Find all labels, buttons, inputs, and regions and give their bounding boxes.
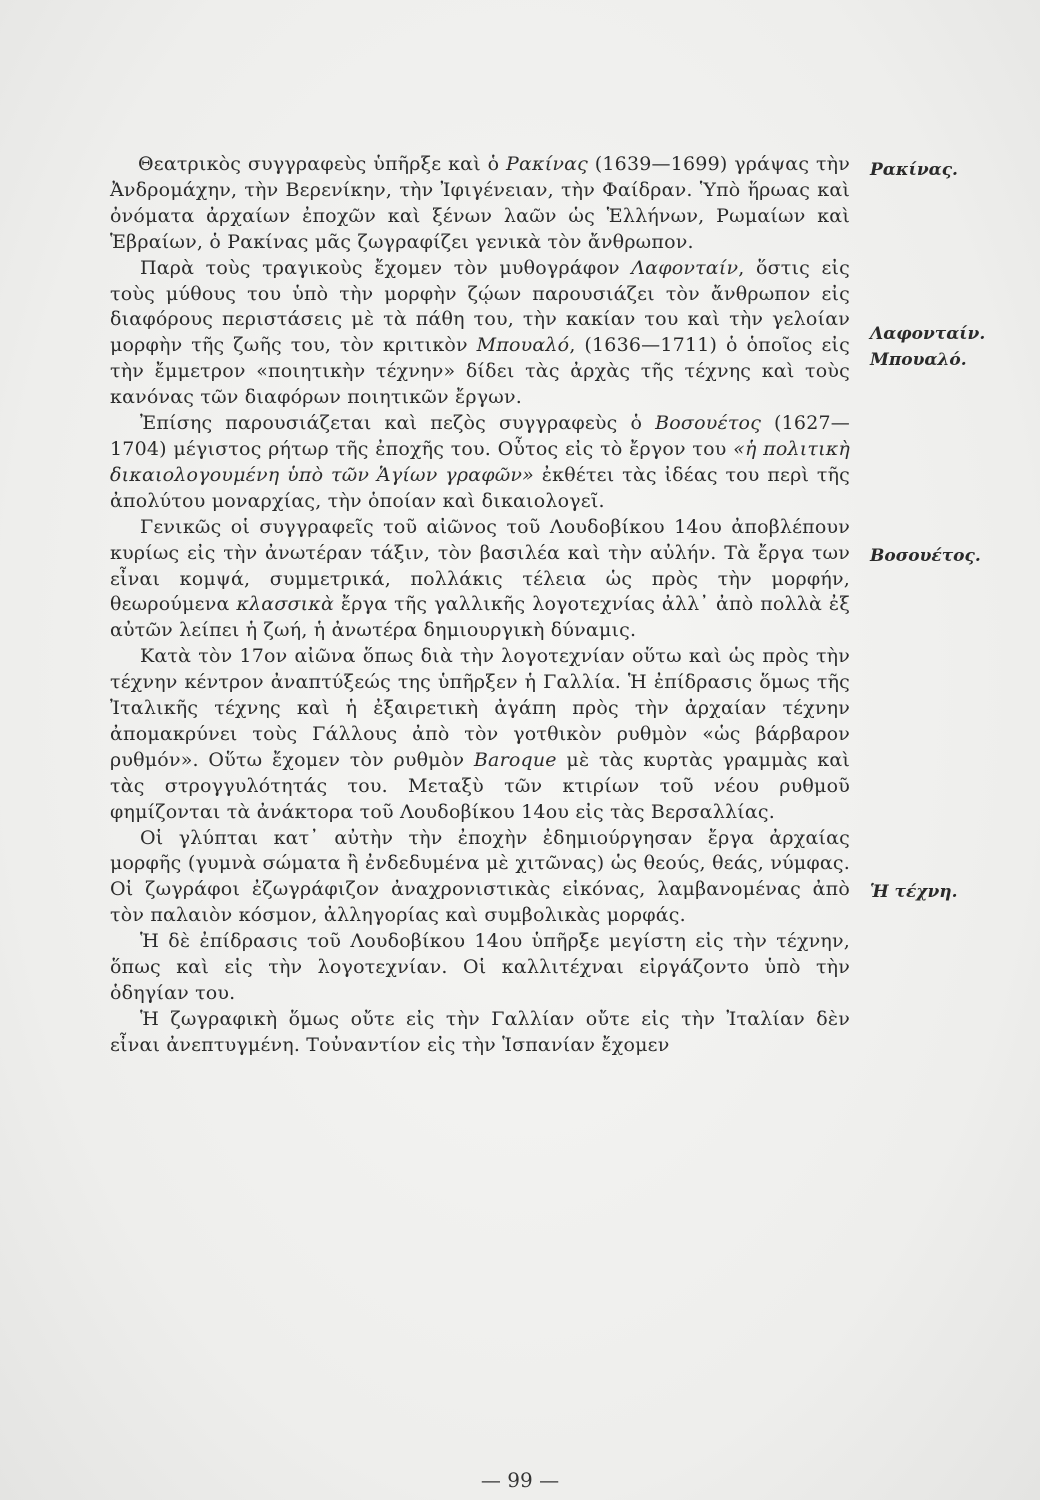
body-text (110, 152, 850, 1059)
text-run: Οἱ γλύπται κατ᾽ αὐτὴν τὴν ἐποχὴν ἐδημιούργησαν ἔργα ἀρχαίας μορφῆς (γυμνὰ σώματα ἢ ἐνδεδυμένα μὲ χιτῶνας) ὡς θεούς, θεάς, νύμφας. Οἱ ζωγράφοι ἐζωγράφιζον ἀναχρονιστικὰς εἰκόνας, λαμβανομένας ἀπὸ τὸν παλαιὸν κόσμον, ἀλληγορίας καὶ συμβολικὰς μορφάς. (110, 826, 850, 927)
text-run: Θεατρικὸς συγγραφεὺς ὑπῆρξε καὶ ὁ (138, 153, 507, 175)
text-run: Ἐπίσης παρουσιάζεται καὶ πεζὸς συγγραφεὺς ὁ (140, 412, 656, 435)
text-run: , ὅστις εἰς τοὺς μύθους του ὑπὸ τὴν μορφὴν ζῴων παρουσιάζει τὸν ἄνθρωπον εἰς διαφόρους περιστάσεις μὲ τὰ πάθη του, τὴν κακίαν του καὶ τὴν γελοίαν μορφὴν τῆς ζωῆς του, τὸν κριτικὸν (110, 256, 850, 357)
paragraph (110, 152, 850, 256)
text-run: ἐκθέτει τὰς ἰδέας του περὶ τῆς ἀπολύτου μοναρχίας, τὴν ὁποίαν καὶ δικαιολογεῖ. (110, 463, 850, 512)
italic-run: Λαφονταίν (631, 256, 739, 279)
paragraph (110, 826, 850, 930)
italic-run: Ρακίνας (506, 153, 588, 175)
paragraph (110, 929, 850, 1007)
paragraph (110, 515, 850, 645)
text-run: ἔργα τῆς γαλλικῆς λογοτεχνίας ἀλλ᾽ ἀπὸ πολλὰ ἐξ αὐτῶν λείπει ἡ ζωή, ἡ ἀνωτέρα δημιουργικὴ δύναμις. (110, 593, 850, 642)
text-run: Κατὰ τὸν 17ον αἰῶνα ὅπως διὰ τὴν λογοτεχνίαν οὕτω καὶ ὡς πρὸς τὴν τέχνην κέντρον ἀναπτύξεώς της ὑπῆρξεν ἡ Γαλλία. Ἡ ἐπίδρασις ὅμως τῆς Ἰταλικῆς τέχνης καὶ ἡ ἐξαιρετικὴ ἀγάπη πρὸς τὴν ἀρχαίαν τέχνην ἀπομακρύνει τοὺς Γάλλους ἀπὸ τὸν γοτθικὸν ρυθμὸν «ὡς βάρβαρον ρυθμόν». Οὕτω ἔχομεν τὸν ρυθμὸν (110, 645, 850, 771)
italic-run: κλασσικὰ (236, 593, 335, 616)
text-run: Γενικῶς οἱ συγγραφεῖς τοῦ αἰῶνος τοῦ Λουδοβίκου 14ου ἀποβλέπουν κυρίως εἰς τὴν ἀνωτέραν τάξιν, τὸν βασιλέα καὶ τὴν αὐλήν. Τὰ ἔργα των εἶναι κομψά, συμμετρικά, πολλάκις τέλεια ὡς πρὸς τὴν μορφήν, θεωρούμενα (110, 515, 850, 616)
text-run: (1639—1699) γράψας τὴν Ἀνδρομάχην, τὴν Βερενίκην, τὴν Ἰφιγένειαν, τὴν Φαίδραν. Ὑπὸ ἥρωας καὶ ὀνόματα ἀρχαίων ἐποχῶν καὶ ξένων λαῶν ὡς Ἑλλήνων, Ρωμαίων καὶ Ἑβραίων, ὁ Ρακίνας μᾶς ζωγραφίζει γενικὰ τὸν ἄνθρωπον. (110, 153, 850, 253)
italic-run: «ἡ πολιτικὴ δικαιολογουμένη ὑπὸ τῶν Ἁγίων γραφῶν» (110, 437, 850, 486)
text-run: Ἡ ζωγραφικὴ ὅμως οὔτε εἰς τὴν Γαλλίαν οὔτε εἰς τὴν Ἰταλίαν δὲν εἶναι ἀνεπτυγμένη. Τοὐναντίον εἰς τὴν Ἱσπανίαν ἔχομεν (110, 1007, 850, 1056)
text-run: Παρὰ τοὺς τραγικοὺς ἔχομεν τὸν μυθογράφον (140, 256, 632, 279)
margin-note-boileau: Μπουαλό. (870, 350, 967, 370)
margin-note-rakinas: Ρακίνας. (870, 160, 958, 180)
text-run: μὲ τὰς κυρτὰς γραμμὰς καὶ τὰς στρογγυλότητάς του. Μεταξὺ τῶν κτιρίων τοῦ νέου ρυθμοῦ φημίζονται τὰ ἀνάκτορα τοῦ Λουδοβίκου 14ου εἰς τὰς Βερσαλλίας. (110, 748, 851, 823)
italic-run: Baroque (473, 748, 557, 771)
text-run: (1627—1704) μέγιστος ρήτωρ τῆς ἐποχῆς του. Οὗτος εἰς τὸ ἔργον του (110, 412, 850, 460)
paragraph (110, 256, 850, 411)
margin-note-lafontaine: Λαφονταίν. (870, 324, 986, 344)
paragraph (110, 1007, 850, 1059)
margin-note-techni: Ἡ τέχνη. (870, 882, 958, 902)
paragraph (110, 411, 850, 515)
page-number: — 99 — (480, 1468, 560, 1492)
paragraph (110, 644, 850, 825)
text-run: , (1636—1711) ὁ ὁποῖος εἰς τὴν ἔμμετρον «ποιητικὴν τέχνην» δίδει τὰς ἀρχὰς τῆς τέχνης καὶ τοὺς κανόνας τῶν διαφόρων ποιητικῶν ἔργων. (110, 334, 850, 409)
italic-run: Βοσουέτος (655, 412, 762, 435)
margin-note-bossuet: Βοσουέτος. (870, 546, 981, 566)
text-run: Ἡ δὲ ἐπίδρασις τοῦ Λουδοβίκου 14ου ὑπῆρξε μεγίστη εἰς τὴν τέχνην, ὅπως καὶ εἰς τὴν λογοτεχνίαν. Οἱ καλλιτέχναι εἰργάζοντο ὑπὸ τὴν ὁδηγίαν του. (110, 930, 850, 1004)
italic-run: Μπουαλό (476, 334, 570, 357)
